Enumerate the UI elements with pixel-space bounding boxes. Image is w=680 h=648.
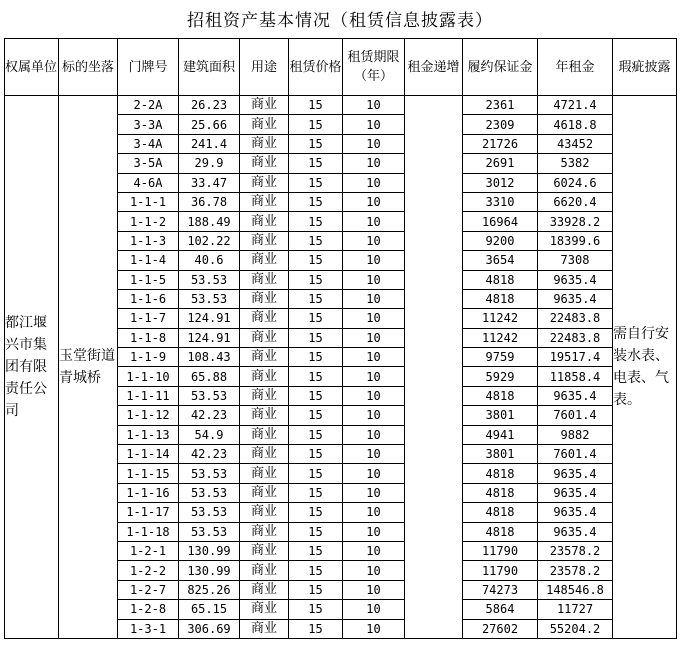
lease-term-cell: 10 — [343, 503, 405, 522]
building-area-cell: 188.49 — [179, 212, 240, 231]
rent-price-cell: 15 — [289, 483, 343, 502]
annual-rent-cell: 7601.4 — [538, 406, 613, 425]
lease-term-cell: 10 — [343, 328, 405, 347]
lease-term-cell: 10 — [343, 270, 405, 289]
building-area-cell: 102.22 — [179, 231, 240, 250]
door-number-cell: 3-5A — [118, 154, 179, 173]
annual-rent-cell: 33928.2 — [538, 212, 613, 231]
lease-term-cell: 10 — [343, 348, 405, 367]
annual-rent-cell: 19517.4 — [538, 348, 613, 367]
door-number-cell: 1-1-18 — [118, 522, 179, 541]
header-rent-increase: 租金递增 — [405, 39, 463, 96]
lease-term-cell: 10 — [343, 309, 405, 328]
building-area-cell: 124.91 — [179, 328, 240, 347]
door-number-cell: 1-1-12 — [118, 406, 179, 425]
use-cell: 商业 — [240, 406, 289, 425]
annual-rent-cell: 9635.4 — [538, 386, 613, 405]
building-area-cell: 26.23 — [179, 96, 240, 115]
building-area-cell: 42.23 — [179, 445, 240, 464]
building-area-cell: 53.53 — [179, 483, 240, 502]
use-cell: 商业 — [240, 173, 289, 192]
door-number-cell: 4-6A — [118, 173, 179, 192]
building-area-cell: 53.53 — [179, 270, 240, 289]
deposit-cell: 3310 — [463, 192, 538, 211]
building-area-cell: 306.69 — [179, 619, 240, 638]
annual-rent-cell: 23578.2 — [538, 541, 613, 560]
door-number-cell: 1-2-2 — [118, 561, 179, 580]
use-cell: 商业 — [240, 154, 289, 173]
door-number-cell: 1-1-17 — [118, 503, 179, 522]
annual-rent-cell: 6620.4 — [538, 192, 613, 211]
lease-term-cell: 10 — [343, 154, 405, 173]
building-area-cell: 241.4 — [179, 134, 240, 153]
rent-price-cell: 15 — [289, 348, 343, 367]
rent-price-cell: 15 — [289, 212, 343, 231]
header-rent-price: 租赁价格 — [289, 39, 343, 96]
header-location: 标的坐落 — [59, 39, 118, 96]
rent-price-cell: 15 — [289, 154, 343, 173]
location-cell: 玉堂街道青城桥 — [59, 96, 118, 639]
deposit-cell: 4818 — [463, 483, 538, 502]
lease-term-cell: 10 — [343, 96, 405, 115]
building-area-cell: 25.66 — [179, 115, 240, 134]
use-cell: 商业 — [240, 522, 289, 541]
annual-rent-cell: 4618.8 — [538, 115, 613, 134]
door-number-cell: 1-2-1 — [118, 541, 179, 560]
rent-price-cell: 15 — [289, 425, 343, 444]
rent-price-cell: 15 — [289, 503, 343, 522]
deposit-cell: 4818 — [463, 289, 538, 308]
lease-term-cell: 10 — [343, 231, 405, 250]
use-cell: 商业 — [240, 503, 289, 522]
deposit-cell: 4818 — [463, 464, 538, 483]
rent-increase-cell — [405, 96, 463, 639]
building-area-cell: 130.99 — [179, 541, 240, 560]
deposit-cell: 11242 — [463, 328, 538, 347]
use-cell: 商业 — [240, 251, 289, 270]
rent-price-cell: 15 — [289, 270, 343, 289]
building-area-cell: 65.15 — [179, 600, 240, 619]
owner-cell: 都江堰兴市集团有限责任公司 — [5, 96, 59, 639]
lease-term-cell: 10 — [343, 445, 405, 464]
lease-term-cell: 10 — [343, 251, 405, 270]
rent-price-cell: 15 — [289, 619, 343, 638]
deposit-cell: 4818 — [463, 503, 538, 522]
annual-rent-cell: 55204.2 — [538, 619, 613, 638]
rent-price-cell: 15 — [289, 251, 343, 270]
door-number-cell: 1-1-10 — [118, 367, 179, 386]
lease-term-cell: 10 — [343, 483, 405, 502]
deposit-cell: 3012 — [463, 173, 538, 192]
page-title: 招租资产基本情况（租赁信息披露表） — [187, 11, 493, 31]
building-area-cell: 825.26 — [179, 580, 240, 599]
annual-rent-cell: 23578.2 — [538, 561, 613, 580]
deposit-cell: 11790 — [463, 541, 538, 560]
defect-disclosure-cell: 需自行安装水表、电表、气表。 — [613, 96, 677, 639]
building-area-cell: 42.23 — [179, 406, 240, 425]
rent-price-cell: 15 — [289, 231, 343, 250]
deposit-cell: 9200 — [463, 231, 538, 250]
use-cell: 商业 — [240, 600, 289, 619]
table-body — [5, 96, 677, 639]
annual-rent-cell: 11727 — [538, 600, 613, 619]
lease-term-cell: 10 — [343, 386, 405, 405]
annual-rent-cell: 4721.4 — [538, 96, 613, 115]
building-area-cell: 124.91 — [179, 309, 240, 328]
annual-rent-cell: 9635.4 — [538, 464, 613, 483]
rent-price-cell: 15 — [289, 192, 343, 211]
door-number-cell: 3-3A — [118, 115, 179, 134]
deposit-cell: 4818 — [463, 270, 538, 289]
header-building-area: 建筑面积 — [179, 39, 240, 96]
lease-term-cell: 10 — [343, 134, 405, 153]
rent-price-cell: 15 — [289, 134, 343, 153]
annual-rent-cell: 22483.8 — [538, 309, 613, 328]
door-number-cell: 1-2-7 — [118, 580, 179, 599]
rent-price-cell: 15 — [289, 561, 343, 580]
deposit-cell: 9759 — [463, 348, 538, 367]
header-deposit: 履约保证金 — [463, 39, 538, 96]
deposit-cell: 5864 — [463, 600, 538, 619]
door-number-cell: 1-1-11 — [118, 386, 179, 405]
building-area-cell: 130.99 — [179, 561, 240, 580]
building-area-cell: 54.9 — [179, 425, 240, 444]
rent-price-cell: 15 — [289, 115, 343, 134]
lease-term-cell: 10 — [343, 600, 405, 619]
lease-term-cell: 10 — [343, 619, 405, 638]
rent-price-cell: 15 — [289, 309, 343, 328]
deposit-cell: 4941 — [463, 425, 538, 444]
lease-term-cell: 10 — [343, 192, 405, 211]
deposit-cell: 27602 — [463, 619, 538, 638]
header-annual-rent: 年租金 — [538, 39, 613, 96]
building-area-cell: 33.47 — [179, 173, 240, 192]
lease-term-cell: 10 — [343, 115, 405, 134]
use-cell: 商业 — [240, 231, 289, 250]
annual-rent-cell: 9635.4 — [538, 503, 613, 522]
rent-price-cell: 15 — [289, 173, 343, 192]
annual-rent-cell: 7308 — [538, 251, 613, 270]
use-cell: 商业 — [240, 134, 289, 153]
annual-rent-cell: 9635.4 — [538, 270, 613, 289]
lease-term-cell: 10 — [343, 212, 405, 231]
use-cell: 商业 — [240, 96, 289, 115]
lease-term-cell: 10 — [343, 173, 405, 192]
use-cell: 商业 — [240, 328, 289, 347]
rent-price-cell: 15 — [289, 328, 343, 347]
lease-term-cell: 10 — [343, 580, 405, 599]
door-number-cell: 1-1-4 — [118, 251, 179, 270]
deposit-cell: 3801 — [463, 406, 538, 425]
door-number-cell: 1-1-9 — [118, 348, 179, 367]
lease-term-cell: 10 — [343, 406, 405, 425]
deposit-cell: 11790 — [463, 561, 538, 580]
annual-rent-cell: 18399.6 — [538, 231, 613, 250]
rent-price-cell: 15 — [289, 600, 343, 619]
rent-price-cell: 15 — [289, 386, 343, 405]
use-cell: 商业 — [240, 425, 289, 444]
lease-term-cell: 10 — [343, 289, 405, 308]
door-number-cell: 1-1-3 — [118, 231, 179, 250]
rental-disclosure-table — [4, 38, 677, 639]
building-area-cell: 53.53 — [179, 522, 240, 541]
door-number-cell: 1-1-16 — [118, 483, 179, 502]
deposit-cell: 4818 — [463, 386, 538, 405]
annual-rent-cell: 22483.8 — [538, 328, 613, 347]
rent-price-cell: 15 — [289, 464, 343, 483]
annual-rent-cell: 9635.4 — [538, 483, 613, 502]
use-cell: 商业 — [240, 212, 289, 231]
header-lease-term: 租赁期限（年） — [343, 39, 405, 96]
use-cell: 商业 — [240, 192, 289, 211]
use-cell: 商业 — [240, 561, 289, 580]
annual-rent-cell: 43452 — [538, 134, 613, 153]
door-number-cell: 1-1-6 — [118, 289, 179, 308]
use-cell: 商业 — [240, 464, 289, 483]
header-defect-disclosure: 瑕疵披露 — [613, 39, 677, 96]
annual-rent-cell: 9882 — [538, 425, 613, 444]
annual-rent-cell: 148546.8 — [538, 580, 613, 599]
rent-price-cell: 15 — [289, 289, 343, 308]
building-area-cell: 108.43 — [179, 348, 240, 367]
use-cell: 商业 — [240, 619, 289, 638]
header-owner: 权属单位 — [5, 39, 59, 96]
deposit-cell: 4818 — [463, 522, 538, 541]
rent-price-cell: 15 — [289, 96, 343, 115]
use-cell: 商业 — [240, 483, 289, 502]
door-number-cell: 1-1-2 — [118, 212, 179, 231]
deposit-cell: 74273 — [463, 580, 538, 599]
annual-rent-cell: 9635.4 — [538, 522, 613, 541]
deposit-cell: 11242 — [463, 309, 538, 328]
use-cell: 商业 — [240, 309, 289, 328]
deposit-cell: 2361 — [463, 96, 538, 115]
door-number-cell: 2-2A — [118, 96, 179, 115]
header-use: 用途 — [240, 39, 289, 96]
deposit-cell: 16964 — [463, 212, 538, 231]
annual-rent-cell: 6024.6 — [538, 173, 613, 192]
building-area-cell: 40.6 — [179, 251, 240, 270]
rent-price-cell: 15 — [289, 580, 343, 599]
deposit-cell: 3654 — [463, 251, 538, 270]
deposit-cell: 21726 — [463, 134, 538, 153]
building-area-cell: 53.53 — [179, 503, 240, 522]
door-number-cell: 1-1-14 — [118, 445, 179, 464]
table-row — [5, 96, 677, 115]
lease-term-cell: 10 — [343, 522, 405, 541]
use-cell: 商业 — [240, 289, 289, 308]
deposit-cell: 5929 — [463, 367, 538, 386]
door-number-cell: 1-1-7 — [118, 309, 179, 328]
rent-price-cell: 15 — [289, 445, 343, 464]
deposit-cell: 2309 — [463, 115, 538, 134]
annual-rent-cell: 11858.4 — [538, 367, 613, 386]
lease-term-cell: 10 — [343, 464, 405, 483]
use-cell: 商业 — [240, 541, 289, 560]
door-number-cell: 1-2-8 — [118, 600, 179, 619]
annual-rent-cell: 5382 — [538, 154, 613, 173]
building-area-cell: 53.53 — [179, 386, 240, 405]
annual-rent-cell: 7601.4 — [538, 445, 613, 464]
door-number-cell: 3-4A — [118, 134, 179, 153]
annual-rent-cell: 9635.4 — [538, 289, 613, 308]
use-cell: 商业 — [240, 367, 289, 386]
lease-term-cell: 10 — [343, 541, 405, 560]
door-number-cell: 1-1-1 — [118, 192, 179, 211]
use-cell: 商业 — [240, 445, 289, 464]
rent-price-cell: 15 — [289, 522, 343, 541]
door-number-cell: 1-3-1 — [118, 619, 179, 638]
header-door-number: 门牌号 — [118, 39, 179, 96]
door-number-cell: 1-1-13 — [118, 425, 179, 444]
use-cell: 商业 — [240, 270, 289, 289]
use-cell: 商业 — [240, 386, 289, 405]
building-area-cell: 65.88 — [179, 367, 240, 386]
lease-term-cell: 10 — [343, 425, 405, 444]
door-number-cell: 1-1-15 — [118, 464, 179, 483]
lease-term-cell: 10 — [343, 367, 405, 386]
building-area-cell: 36.78 — [179, 192, 240, 211]
door-number-cell: 1-1-8 — [118, 328, 179, 347]
header-row — [5, 39, 677, 96]
use-cell: 商业 — [240, 580, 289, 599]
lease-term-cell: 10 — [343, 561, 405, 580]
deposit-cell: 2691 — [463, 154, 538, 173]
rent-price-cell: 15 — [289, 541, 343, 560]
use-cell: 商业 — [240, 348, 289, 367]
rent-price-cell: 15 — [289, 406, 343, 425]
deposit-cell: 3801 — [463, 445, 538, 464]
door-number-cell: 1-1-5 — [118, 270, 179, 289]
rent-price-cell: 15 — [289, 367, 343, 386]
building-area-cell: 53.53 — [179, 464, 240, 483]
building-area-cell: 29.9 — [179, 154, 240, 173]
building-area-cell: 53.53 — [179, 289, 240, 308]
use-cell: 商业 — [240, 115, 289, 134]
